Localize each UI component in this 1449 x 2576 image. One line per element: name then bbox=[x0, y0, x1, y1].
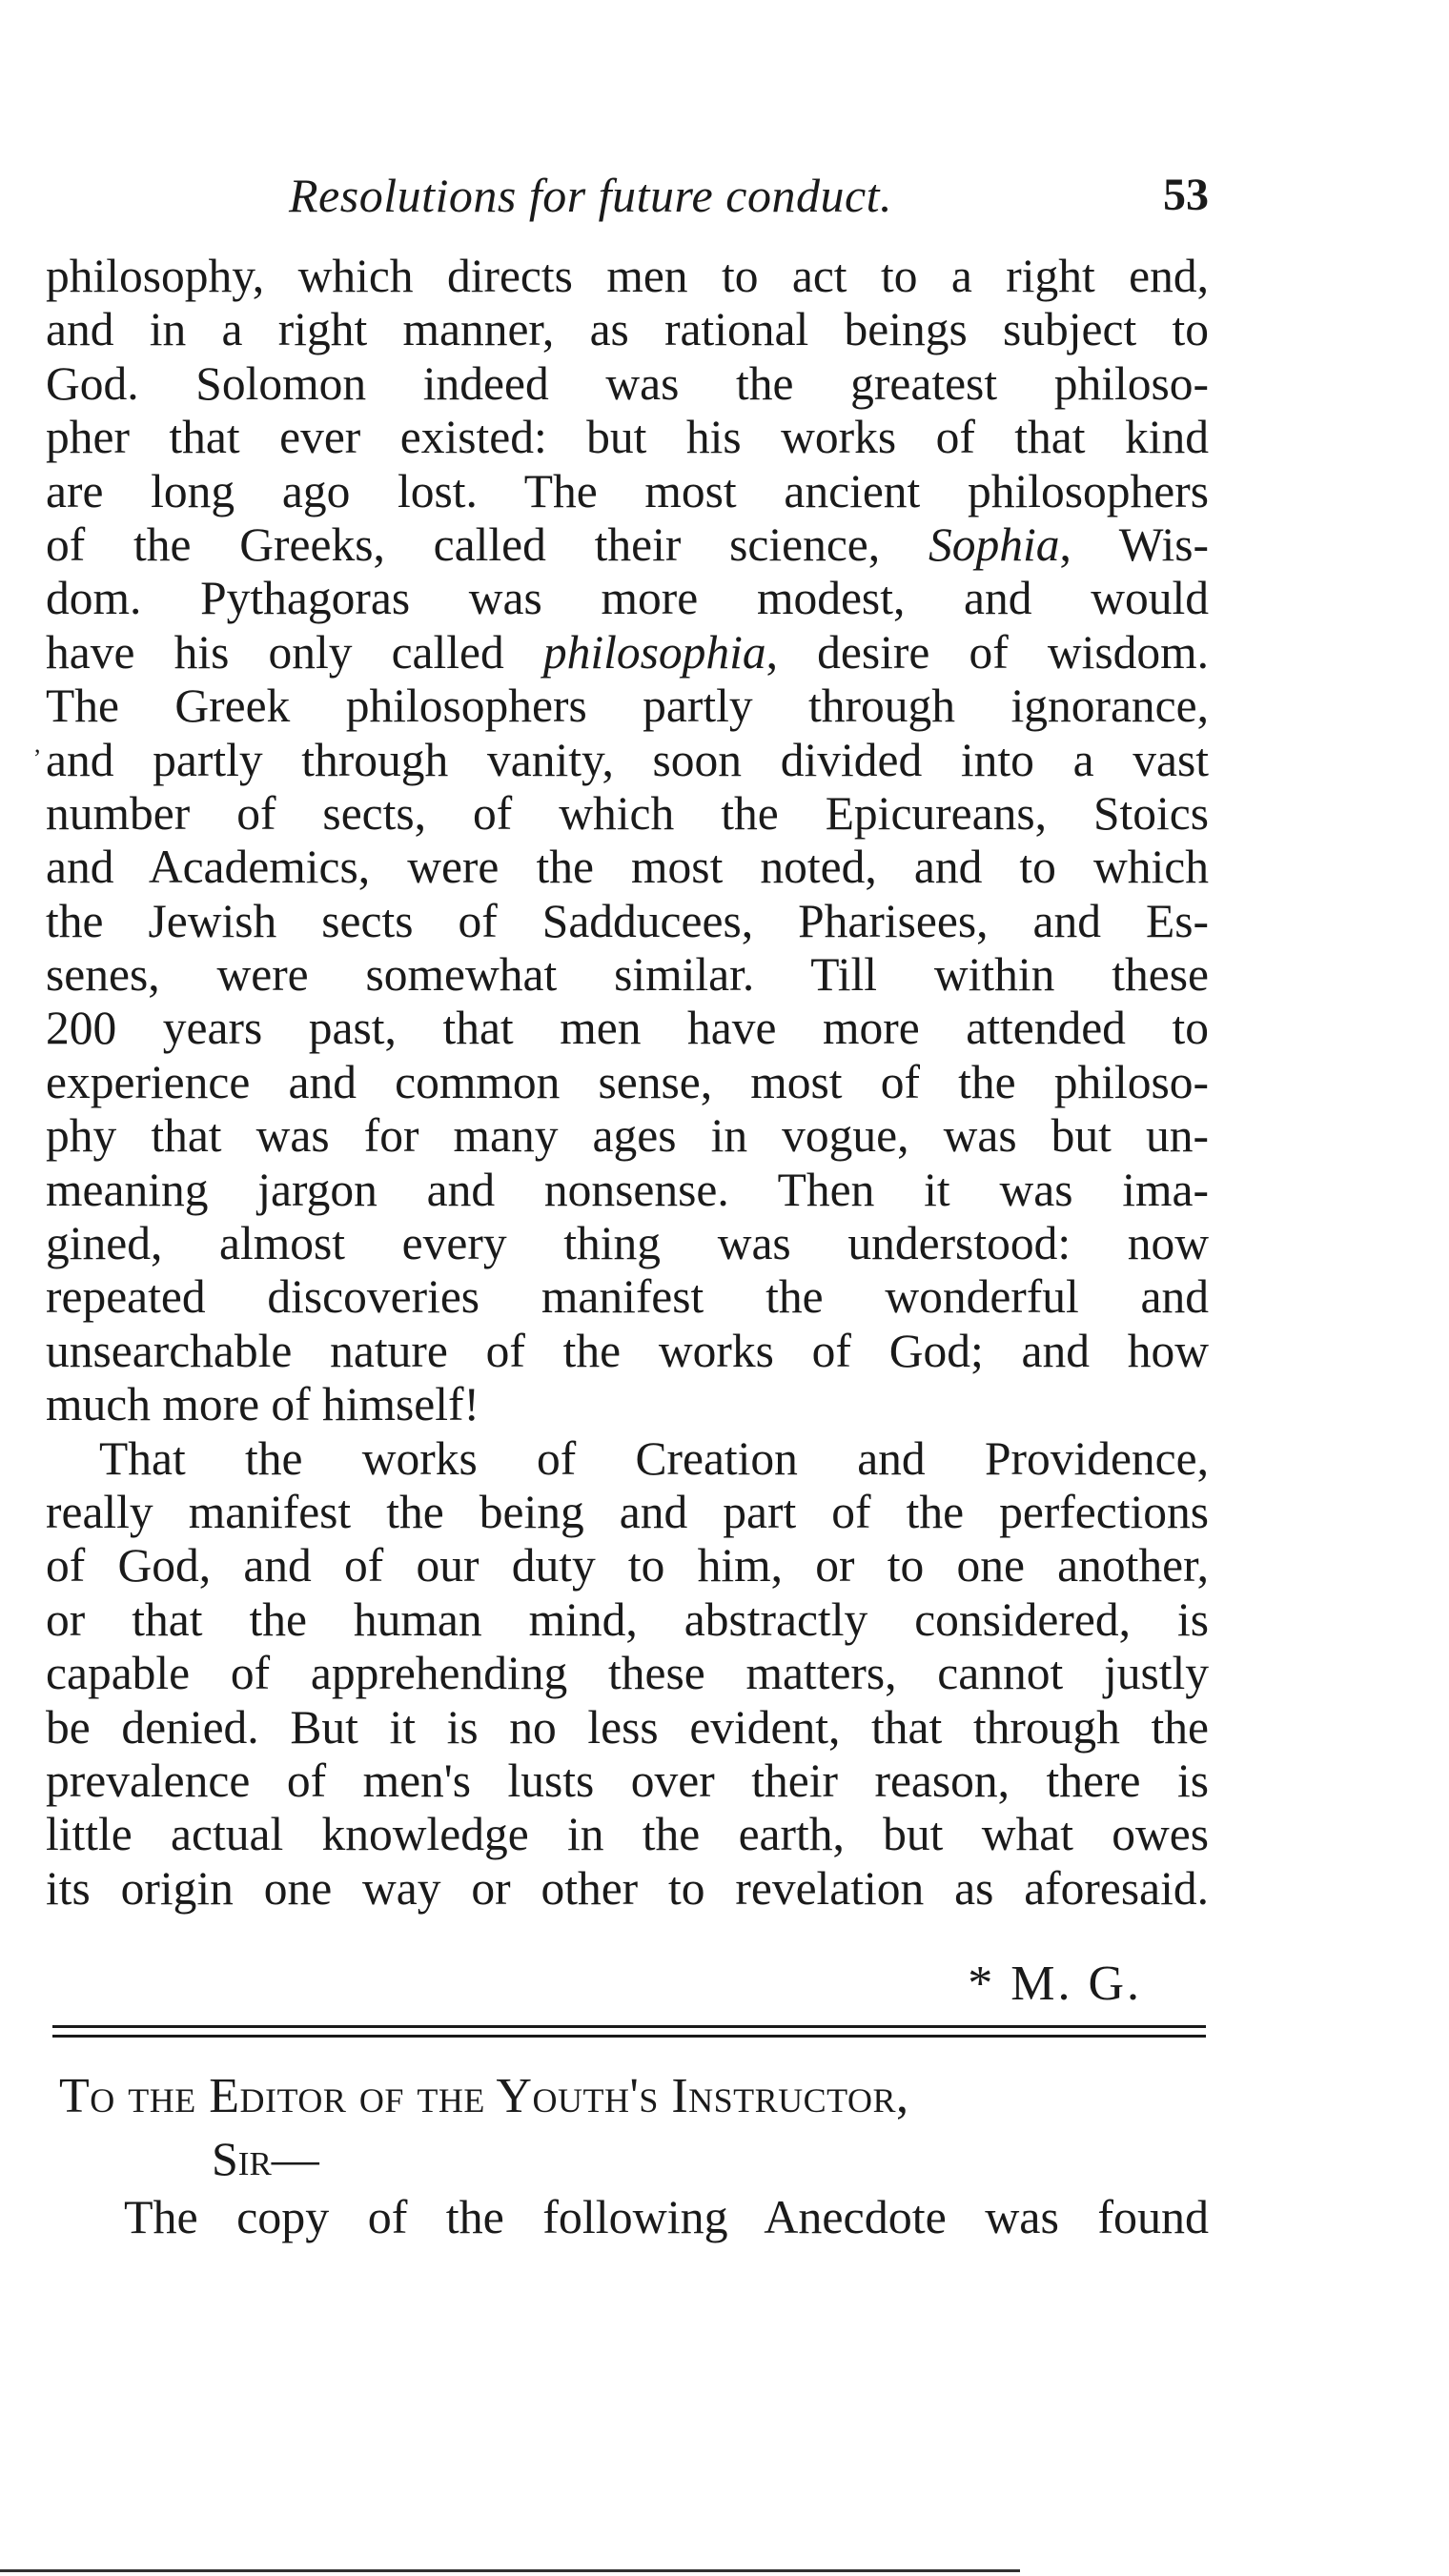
text-line: The Greek philosophers partly through ignorance, bbox=[46, 679, 1209, 733]
text-line: capable of apprehending these matters, cannot justly bbox=[46, 1647, 1209, 1700]
section-divider-top bbox=[52, 2025, 1206, 2028]
text-line: number of sects, of which the Epicureans, Stoics bbox=[46, 786, 1209, 840]
text-line: and partly through vanity, soon divided into a vast bbox=[46, 733, 1209, 786]
essay-body bbox=[46, 250, 1209, 1916]
text-line: God. Solomon indeed was the greatest philoso- bbox=[46, 356, 1209, 410]
text-line: pher that ever existed: but his works of that kind bbox=[46, 411, 1209, 464]
text-line: and Academics, were the most noted, and to which bbox=[46, 841, 1209, 894]
text-line: gined, almost every thing was understood: now bbox=[46, 1217, 1209, 1270]
letter-heading: To the Editor of the Youth's Instructor, bbox=[59, 2069, 909, 2123]
section-divider-bottom bbox=[52, 2035, 1206, 2038]
text-line: or that the human mind, abstractly considered, is bbox=[46, 1592, 1209, 1646]
text-line: much more of himself! bbox=[46, 1378, 480, 1431]
margin-mark: , bbox=[34, 730, 41, 758]
text-line: are long ago lost. The most ancient philosophers bbox=[46, 464, 1209, 517]
text-line: of God, and of our duty to him, or to one another, bbox=[46, 1539, 1209, 1592]
text-line: philosophy, which directs men to act to a right end, bbox=[46, 250, 1209, 302]
letter-first-line: The copy of the following Anecdote was found bbox=[124, 2190, 1209, 2243]
text-line: 200 years past, that men have more attended to bbox=[46, 1002, 1209, 1055]
running-header bbox=[46, 162, 1209, 229]
text-line: prevalence of men's lusts over their reason, there is bbox=[46, 1754, 1209, 1807]
text-line: unsearchable nature of the works of God; and how bbox=[46, 1324, 1209, 1377]
paragraph-1 bbox=[46, 250, 1209, 1432]
text-line: the Jewish sects of Sadducees, Pharisees, and Es- bbox=[46, 894, 1209, 947]
author-signature: * M. G. bbox=[968, 1957, 1142, 2011]
text-line: dom. Pythagoras was more modest, and would bbox=[46, 572, 1209, 625]
text-line: have his only called philosophia, desire of wisdom. bbox=[46, 625, 1209, 679]
text-line: repeated discoveries manifest the wonderful and bbox=[46, 1270, 1209, 1324]
text-line: really manifest the being and part of the perfections bbox=[46, 1485, 1209, 1538]
text-line: meaning jargon and nonsense. Then it was ima- bbox=[46, 1163, 1209, 1216]
text-line: experience and common sense, most of the philoso- bbox=[46, 1055, 1209, 1108]
text-line: of the Greeks, called their science, Sophia, Wis- bbox=[46, 517, 1209, 571]
signature-block bbox=[46, 1956, 1142, 2013]
text-line: senes, were somewhat similar. Till within these bbox=[46, 948, 1209, 1002]
text-line: and in a right manner, as rational beings subject to bbox=[46, 303, 1209, 356]
running-title: Resolutions for future conduct. bbox=[289, 169, 893, 222]
page-number: 53 bbox=[1163, 170, 1209, 220]
text-line: its origin one way or other to revelation as aforesaid. bbox=[46, 1861, 1209, 1915]
scan-edge-line bbox=[0, 2569, 1020, 2572]
letter-salutation: Sir— bbox=[212, 2132, 319, 2185]
text-line: be denied. But it is no less evident, that through the bbox=[46, 1700, 1209, 1754]
text-line: phy that was for many ages in vogue, was but un- bbox=[46, 1109, 1209, 1163]
text-line: little actual knowledge in the earth, but what owes bbox=[46, 1808, 1209, 1861]
text-line: That the works of Creation and Providence, bbox=[99, 1431, 1209, 1485]
paragraph-2 bbox=[46, 1432, 1209, 1917]
